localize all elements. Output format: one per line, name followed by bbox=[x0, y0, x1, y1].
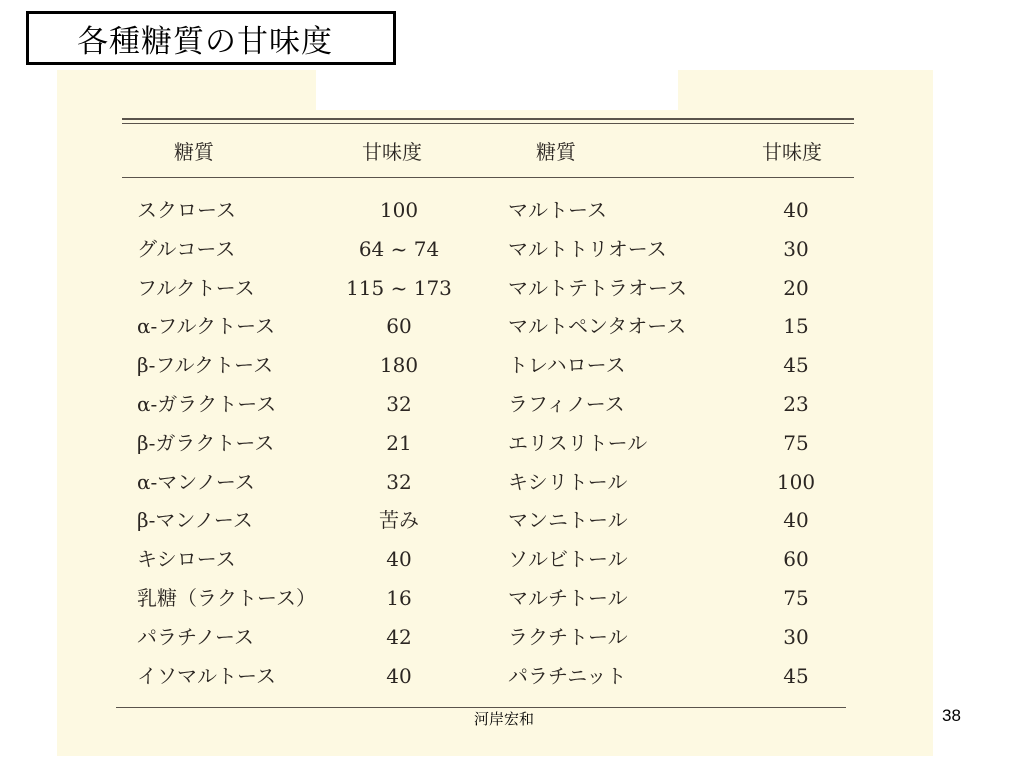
page-number: 38 bbox=[942, 706, 961, 725]
sugar-name-cell: β-フルクトース bbox=[137, 353, 274, 378]
sweetness-cell: 苦み bbox=[379, 508, 419, 533]
sugar-name-cell: パラチニット bbox=[508, 663, 627, 688]
sugar-name-cell: マルトース bbox=[508, 198, 607, 222]
sugar-name-cell: パラチノース bbox=[137, 624, 254, 649]
sugar-name-cell: エリスリトール bbox=[508, 430, 648, 455]
sugar-name-cell: β-マンノース bbox=[137, 508, 253, 533]
sweetness-cell: 75 bbox=[783, 430, 809, 455]
sweetness-cell: 64 ~ 74 bbox=[358, 236, 440, 261]
sugar-name-cell: キシリトール bbox=[508, 469, 628, 494]
header-sweetness-1: 甘味度 bbox=[362, 140, 422, 164]
header-sweetness-2: 甘味度 bbox=[762, 140, 822, 164]
sweetness-cell: 40 bbox=[783, 198, 809, 222]
sugar-name-cell: ソルビトール bbox=[508, 547, 628, 572]
sugar-name-cell: α-ガラクトース bbox=[137, 392, 277, 416]
sugar-name-cell: β-ガラクトース bbox=[137, 430, 275, 455]
sweetness-cell: 21 bbox=[386, 430, 412, 455]
sweetness-cell: 16 bbox=[386, 586, 412, 610]
sweetness-cell: 115 ~ 173 bbox=[346, 275, 452, 300]
header-sugar-2: 糖質 bbox=[536, 140, 576, 164]
sweetness-cell: 100 bbox=[379, 198, 419, 222]
sugar-name-cell: マルトテトラオース bbox=[508, 275, 687, 300]
sugar-name-cell: マンニトール bbox=[508, 508, 628, 533]
slide-title: 各種糖質の甘味度 bbox=[77, 23, 333, 60]
header-sugar-1: 糖質 bbox=[174, 140, 214, 164]
sweetness-cell: 100 bbox=[776, 469, 816, 494]
sweetness-cell: 32 bbox=[386, 469, 412, 494]
sweetness-cell: 32 bbox=[386, 392, 412, 416]
sugar-name-cell: ラクチトール bbox=[508, 624, 628, 649]
sugar-name-cell: α-マンノース bbox=[137, 469, 255, 494]
sugar-name-cell: マルトペンタオース bbox=[508, 314, 687, 339]
sweetness-cell: 40 bbox=[386, 547, 412, 572]
sugar-name-cell: 乳糖（ラクトース） bbox=[137, 586, 316, 610]
sugar-name-cell: ラフィノース bbox=[508, 392, 625, 416]
sweetness-cell: 15 bbox=[783, 314, 809, 339]
sweetness-cell: 75 bbox=[783, 586, 809, 610]
footer-author: 河岸宏和 bbox=[474, 710, 535, 728]
sugar-name-cell: マルチトール bbox=[508, 586, 628, 610]
sugar-name-cell: マルトトリオース bbox=[508, 236, 667, 261]
sweetness-cell: 20 bbox=[783, 275, 809, 300]
title-box bbox=[26, 11, 396, 65]
sweetness-cell: 30 bbox=[783, 624, 809, 649]
sugar-name-cell: トレハロース bbox=[508, 353, 626, 378]
sugar-name-cell: α-フルクトース bbox=[137, 314, 276, 339]
sugar-name-cell: イソマルトース bbox=[137, 663, 276, 688]
sweetness-cell: 40 bbox=[783, 508, 809, 533]
sweetness-cell: 45 bbox=[783, 663, 809, 688]
sugar-name-cell: スクロース bbox=[137, 198, 236, 222]
sweetness-cell: 60 bbox=[783, 547, 809, 572]
sweetness-cell: 30 bbox=[783, 236, 809, 261]
sugar-name-cell: キシロース bbox=[137, 547, 236, 572]
sweetness-cell: 180 bbox=[379, 353, 419, 378]
sugar-name-cell: グルコース bbox=[137, 236, 236, 261]
sweetness-cell: 60 bbox=[386, 314, 412, 339]
sugar-name-cell: フルクトース bbox=[137, 275, 255, 300]
sweetness-cell: 23 bbox=[783, 392, 809, 416]
sweetness-cell: 42 bbox=[386, 624, 412, 649]
sweetness-cell: 45 bbox=[783, 353, 809, 378]
sweetness-cell: 40 bbox=[386, 663, 412, 688]
